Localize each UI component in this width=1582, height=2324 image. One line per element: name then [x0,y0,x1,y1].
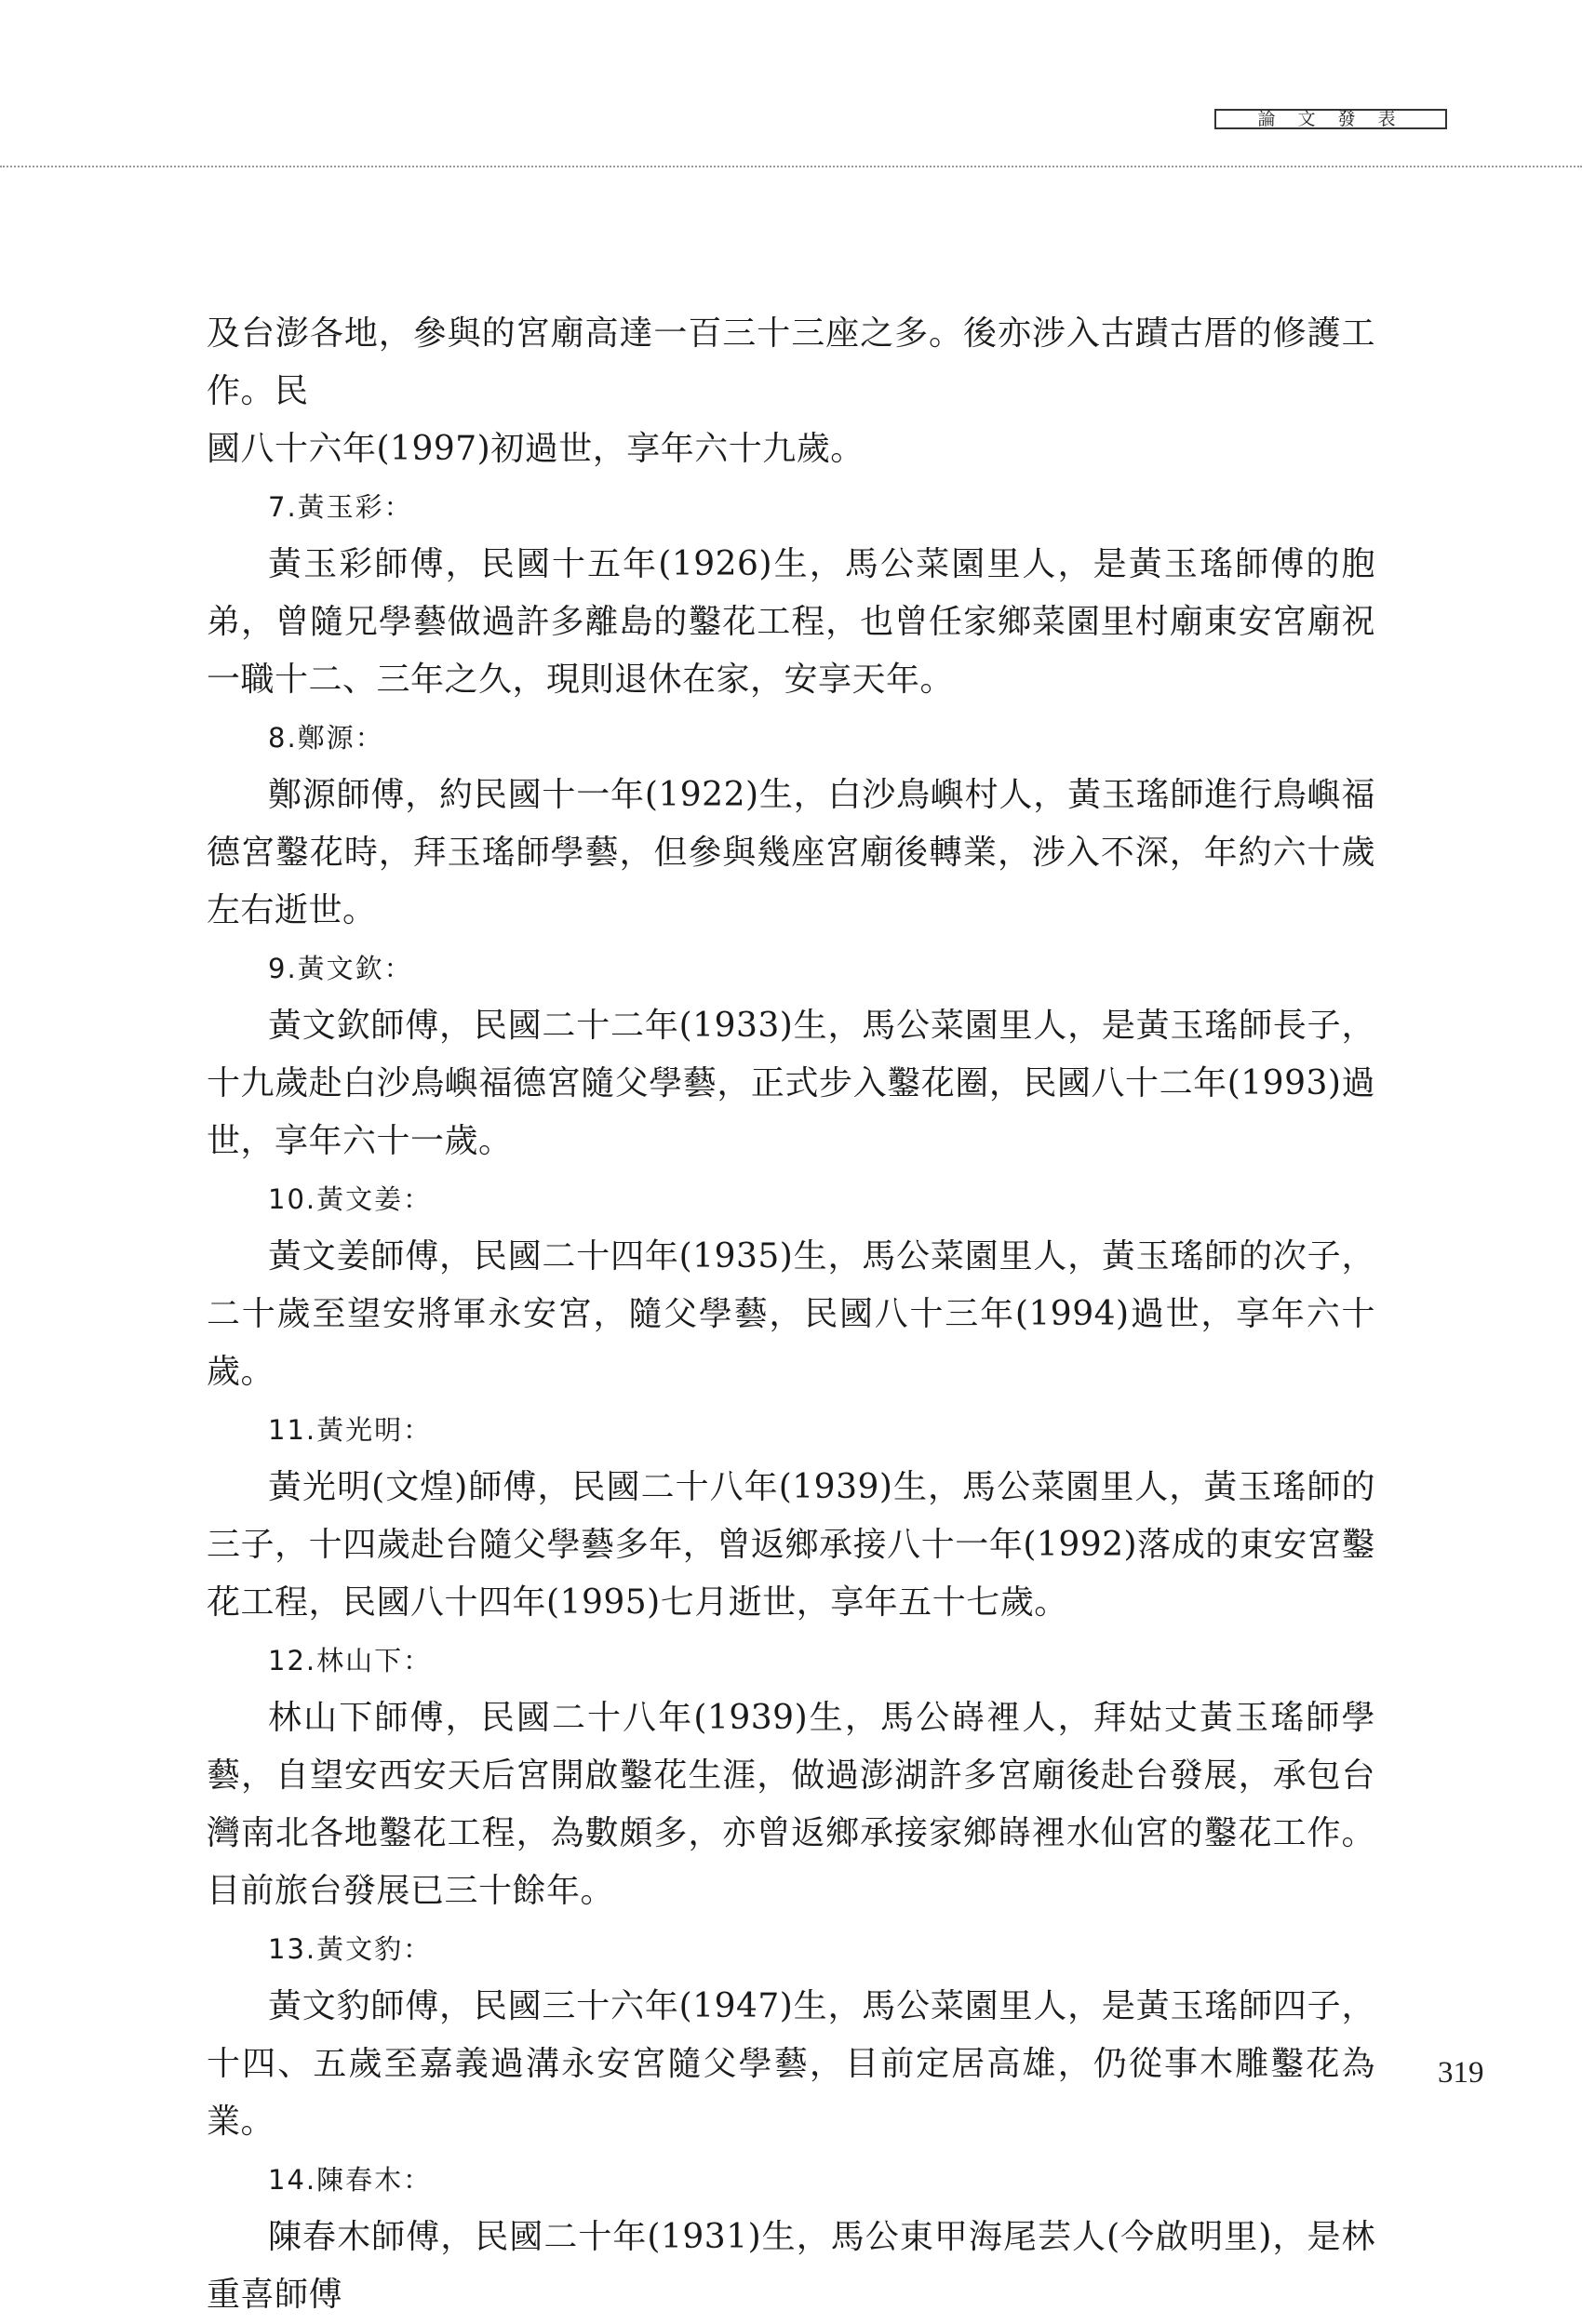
intro-line-2: 國八十六年(1997)初過世，享年六十九歲。 [207,430,865,468]
entry-text: 陳春木師傅，民國二十年(1931)生，馬公東甲海尾芸人(今啟明里)，是林重喜師傅 [207,2218,1375,2314]
entry-text: 黃文姜師傅，民國二十四年(1935)生，馬公菜園里人，黃玉瑤師的次子，二十歲至望安將軍永安宮，隨父學藝，民國八十三年(1994)過世，享年六十歲。 [207,1237,1375,1391]
entry-text: 黃光明(文煌)師傅，民國二十八年(1939)生，馬公菜園里人，黃玉瑤師的三子，十四歲赴台隨父學藝多年，曾返鄉承接八十一年(1992)落成的東安宮鑿花工程，民國八十四年(1995)七月逝世，享年五十七歲。 [207,1468,1375,1622]
entry-heading: 14.陳春木： [268,2164,433,2196]
entry-text: 黃文欽師傅，民國二十二年(1933)生，馬公菜園里人，是黃玉瑤師長子，十九歲赴白沙鳥嶼福德宮隨父學藝，正式步入鑿花圈，民國八十二年(1993)過世，享年六十一歲。 [207,1007,1375,1160]
entry-heading: 12.林山下： [268,1645,433,1676]
entry-heading: 13.黃文豹： [268,1933,433,1965]
entry-text: 林山下師傅，民國二十八年(1939)生，馬公嵵裡人，拜姑丈黃玉瑤師學藝，自望安西安天后宮開啟鑿花生涯，做過澎湖許多宮廟後赴台發展，承包台灣南北各地鑿花工程，為數頗多，亦曾返鄉承接家鄉嵵裡水仙宮的鑿花工作。目前旅台發展已三十餘年。 [207,1699,1375,1910]
entry-heading: 10.黃文姜： [268,1183,433,1215]
entry-heading: 11.黃光明： [268,1414,433,1446]
entry-text: 鄭源師傅，約民國十一年(1922)生，白沙鳥嶼村人，黃玉瑤師進行鳥嶼福德宮鑿花時，拜玉瑤師學藝，但參與幾座宮廟後轉業，涉入不深，年約六十歲左右逝世。 [207,776,1375,929]
entry-heading: 7.黃玉彩： [268,491,413,523]
article-body [207,305,1375,2324]
entry-text: 黃玉彩師傅，民國十五年(1926)生，馬公菜園里人，是黃玉瑤師傅的胞弟，曾隨兄學藝做過許多離島的鑿花工程，也曾任家鄉菜園里村廟東安宮廟祝一職十二、三年之久，現則退休在家，安享天年。 [207,545,1375,699]
page-number: 319 [1438,2056,1484,2090]
entry-text: 黃文豹師傅，民國三十六年(1947)生，馬公菜園里人，是黃玉瑤師四子，十四、五歲至嘉義過溝永安宮隨父學藝，目前定居高雄，仍從事木雕鑿花為業。 [207,1987,1375,2141]
intro-line-1: 及台澎各地，參與的宮廟高達一百三十三座之多。後亦涉入古蹟古厝的修護工作。民 [207,314,1375,410]
entry-heading: 9.黃文欽： [268,953,413,984]
section-label: 論 文 發 表 [1214,109,1447,129]
entry-heading: 8.鄭源： [268,722,384,754]
header-dotted-divider [0,166,1582,167]
